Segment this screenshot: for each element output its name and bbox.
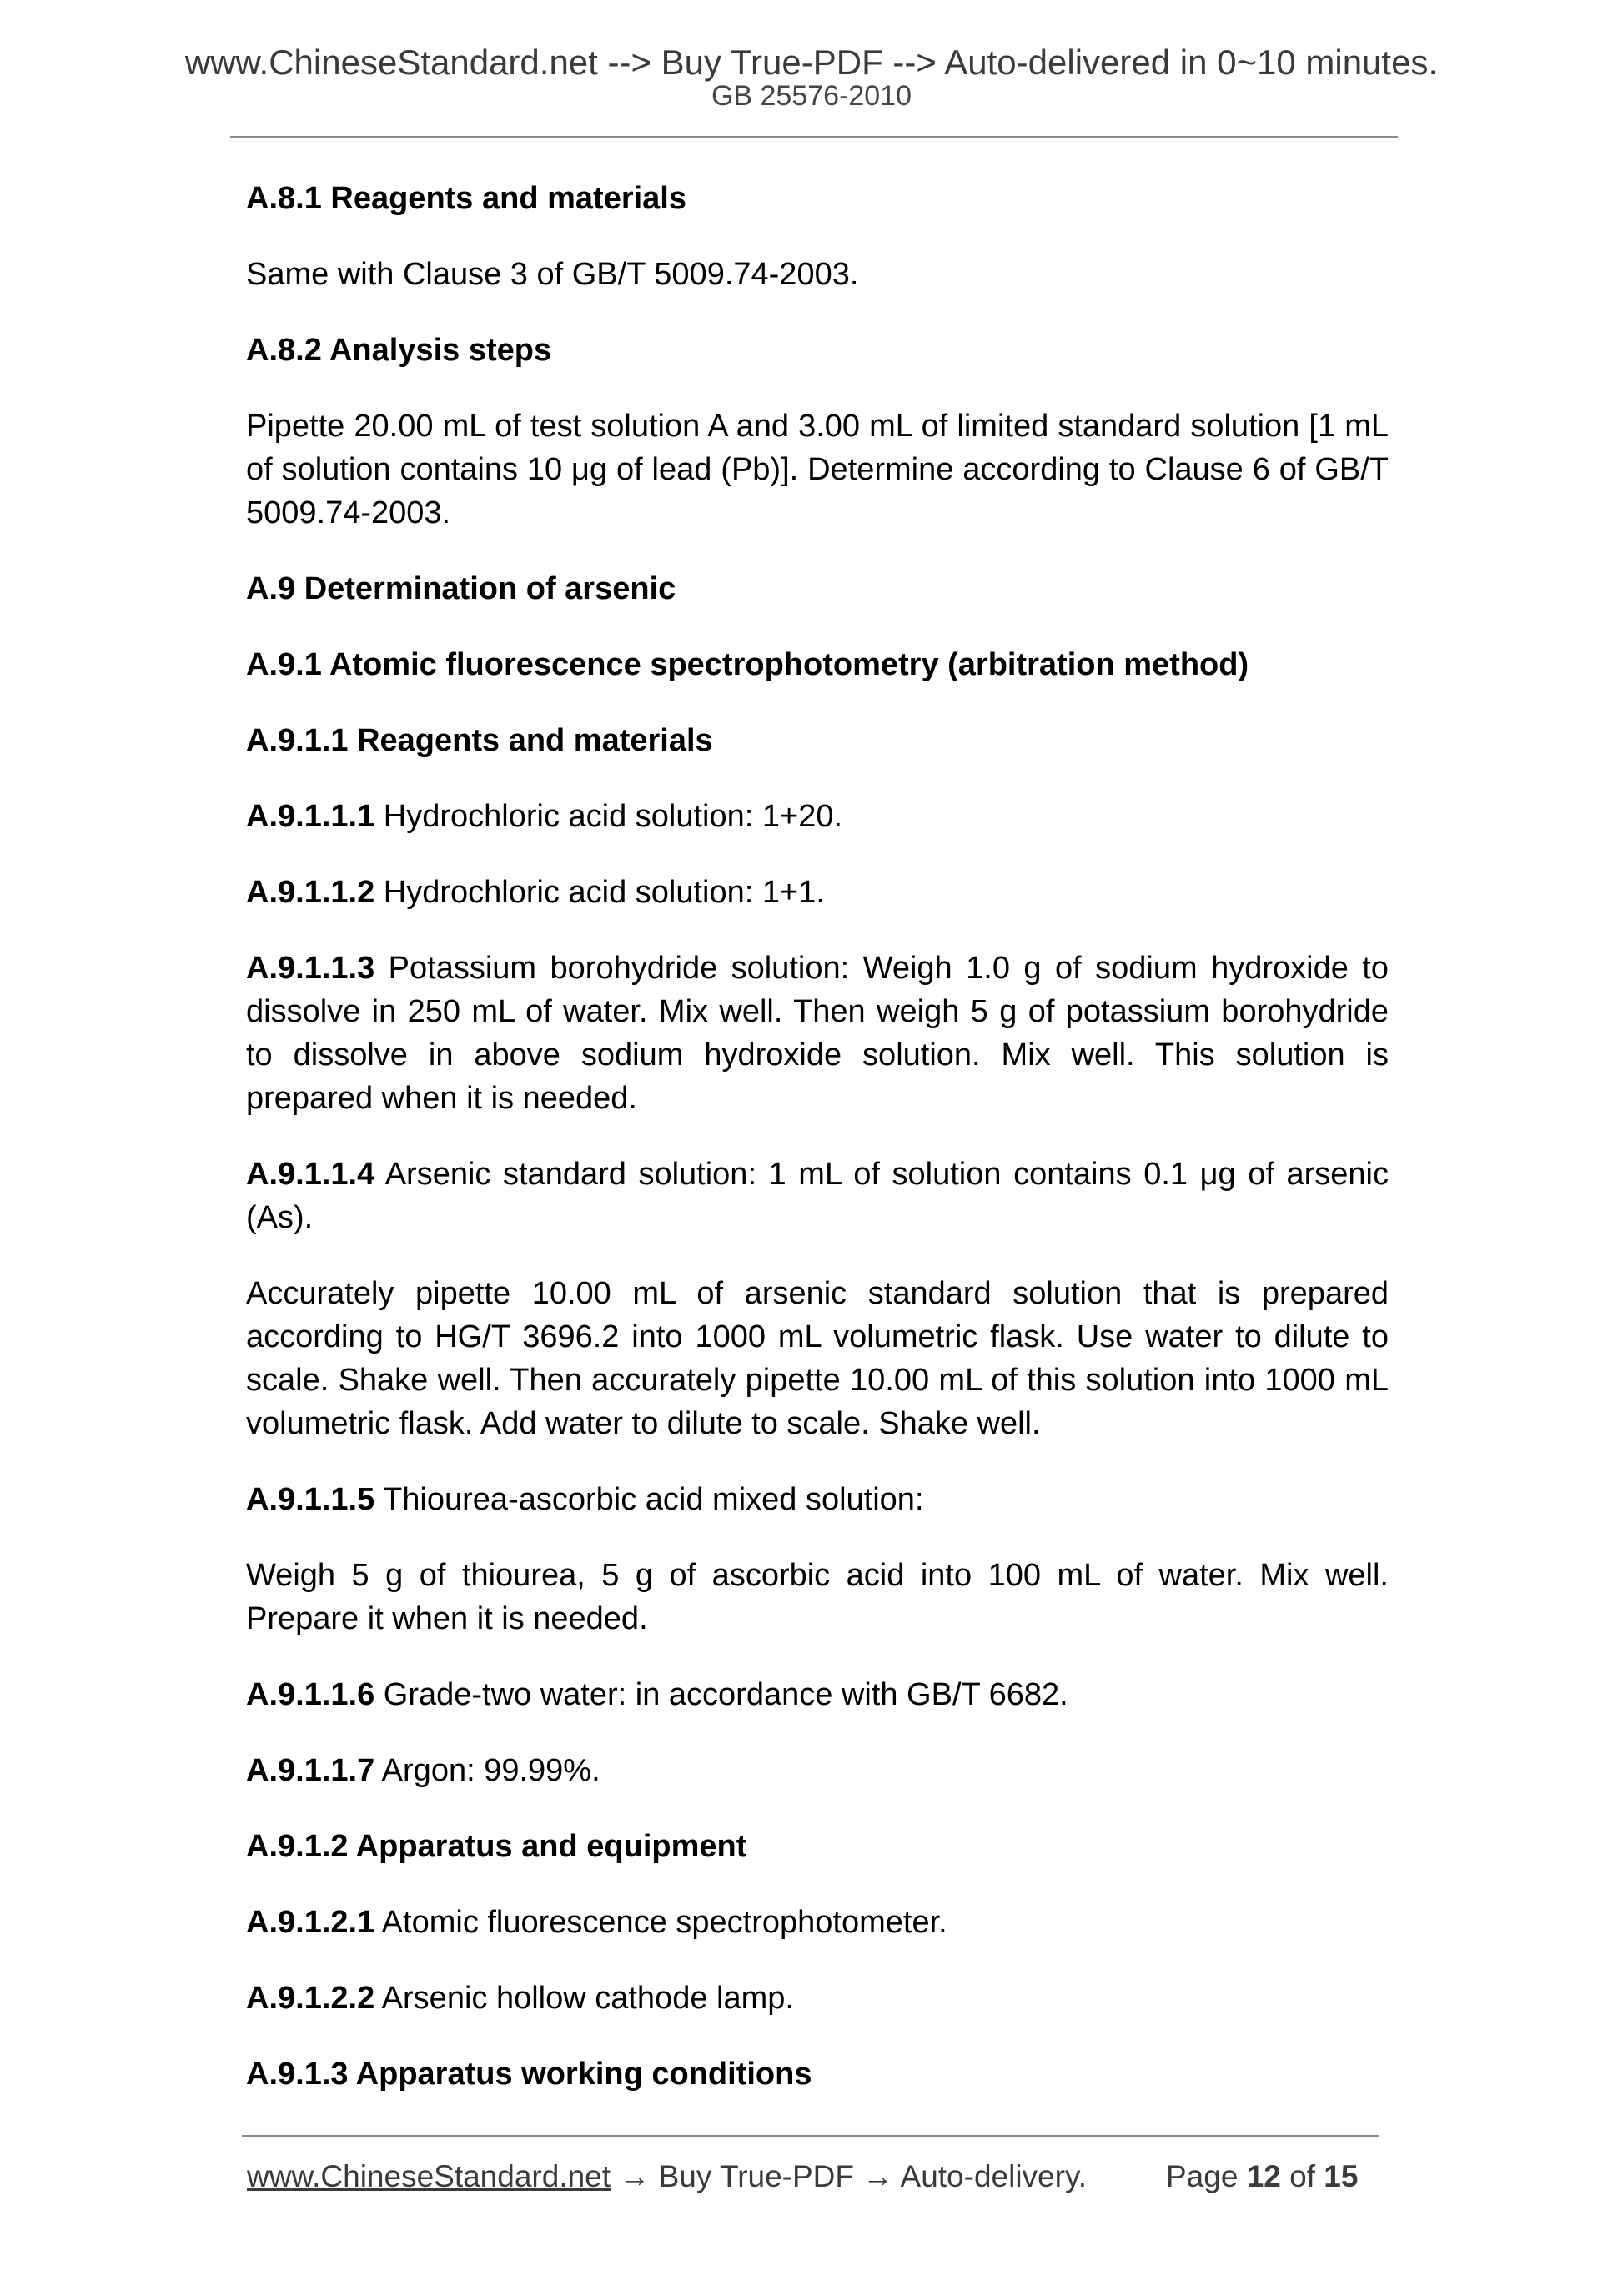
paragraph: Accurately pipette 10.00 mL of arsenic standard solution that is prepared according to HG/T 3696.2 into 1000 mL volumetric flask. Use water to dilute to scale. Shake well. Then accurately pipette 10.00 mL of this solution into 1000 mL volumetric flask. Add water to dilute to scale. Shake well. [246, 1276, 1389, 1441]
clause-number: A.9.1.1.1 [246, 799, 375, 834]
section-heading: A.9.1.3 Apparatus working conditions [246, 2057, 812, 2092]
site-banner: www.ChineseStandard.net --> Buy True-PDF --> Auto-delivered in 0~10 minutes. [184, 43, 1439, 82]
page-total: 15 [1324, 2159, 1359, 2193]
clause-item: A.9.1.1.2 Hydrochloric acid solution: 1+1. [246, 875, 825, 910]
paragraph: Pipette 20.00 mL of test solution A and 3.00 mL of limited standard solution [1 mL of solution contains 10 μg of lead (Pb)]. Determine according to Clause 6 of GB/T 5009.74-2003. [246, 409, 1389, 530]
clause-item: A.9.1.1.5 Thiourea-ascorbic acid mixed solution: [246, 1482, 924, 1517]
page-number: 12 [1246, 2159, 1281, 2193]
clause-item: A.9.1.2.1 Atomic fluorescence spectrophotometer. [246, 1905, 947, 1940]
clause-item: A.9.1.1.1 Hydrochloric acid solution: 1+20. [246, 799, 843, 834]
section-heading: A.8.1 Reagents and materials [246, 181, 686, 216]
page-indicator: Page 12 of 15 [1166, 2159, 1359, 2193]
standard-code: GB 25576-2010 [711, 80, 912, 112]
paragraph: Same with Clause 3 of GB/T 5009.74-2003. [246, 257, 859, 292]
clause-item: A.9.1.2.2 Arsenic hollow cathode lamp. [246, 1981, 794, 2016]
clause-number: A.9.1.1.4 [246, 1157, 375, 1192]
section-heading: A.9.1.2 Apparatus and equipment [246, 1829, 747, 1864]
footer-divider [242, 2135, 1379, 2137]
section-heading: A.9.1.1 Reagents and materials [246, 723, 713, 758]
clause-item: A.9.1.1.3 Potassium borohydride solution: Weigh 1.0 g of sodium hydroxide to dissolve in 250 mL of water. Mix well. Then weigh 5 g of potassium borohydride to dissolve in above sodium hydroxide solution. Mix well. This solution is prepared when it is needed. [246, 951, 1389, 1116]
clause-number: A.9.1.1.6 [246, 1677, 375, 1712]
paragraph: Weigh 5 g of thiourea, 5 g of ascorbic acid into 100 mL of water. Mix well. Prepare it when it is needed. [246, 1558, 1389, 1636]
clause-number: A.9.1.2.2 [246, 1981, 375, 2016]
header-divider [230, 136, 1398, 138]
site-link[interactable]: www.ChineseStandard.net [247, 2159, 611, 2193]
clause-number: A.9.1.1.2 [246, 875, 375, 910]
clause-number: A.9.1.1.5 [246, 1482, 375, 1517]
clause-number: A.9.1.2.1 [246, 1905, 375, 1940]
clause-item: A.9.1.1.6 Grade-two water: in accordance with GB/T 6682. [246, 1677, 1068, 1712]
section-heading: A.9.1 Atomic fluorescence spectrophotometry (arbitration method) [246, 647, 1249, 682]
clause-number: A.9.1.1.7 [246, 1753, 375, 1788]
footer-promo-text: → Buy True-PDF → Auto-delivery. [611, 2159, 1087, 2193]
section-heading: A.9 Determination of arsenic [246, 571, 676, 606]
clause-item: A.9.1.1.7 Argon: 99.99%. [246, 1753, 600, 1788]
document-body [246, 177, 1389, 2128]
section-heading: A.8.2 Analysis steps [246, 333, 552, 368]
footer-promo [247, 2160, 1087, 2194]
clause-item: A.9.1.1.4 Arsenic standard solution: 1 mL of solution contains 0.1 μg of arsenic (As). [246, 1157, 1389, 1235]
clause-number: A.9.1.1.3 [246, 951, 375, 986]
